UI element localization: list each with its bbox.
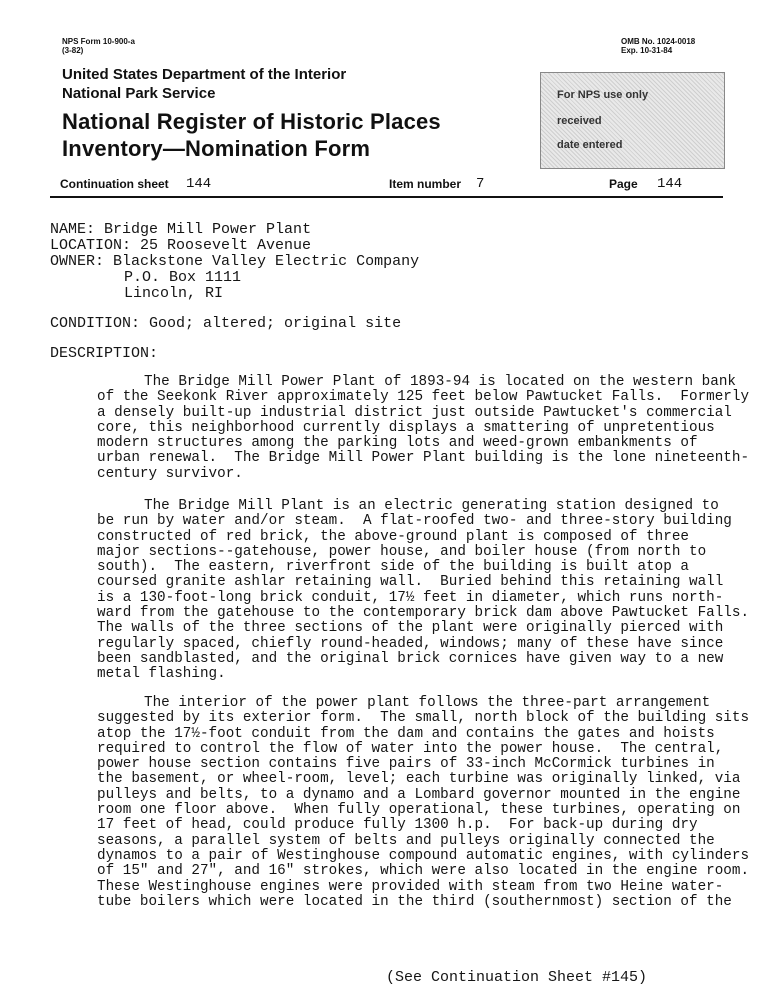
- name-field: [50, 221, 311, 238]
- header-rule: [50, 196, 723, 198]
- nps-date-entered-label: date entered: [557, 139, 623, 151]
- page-value: 144: [657, 176, 683, 192]
- name-label: NAME:: [50, 221, 96, 238]
- description-paragraph-2: The Bridge Mill Plant is an electric generating station designed to be run by water and/or steam. A flat-roofed two- and three-story building constructed of red brick, the above-ground plant is composed of three major sections--gatehouse, power house, and boiler house (from north to south). The eastern, riverfront side of the building is built atop a coursed granite ashlar retaining wall. Buried behind this retaining wall is a 130-foot-long brick conduit, 17½ feet in diameter, which runs north- ward from the gatehouse to the contemporary brick dam above Pawtucket Falls. The walls of the three sections of the plant were originally pierced with regularly spaced, chiefly round-headed, windows; many of these have since been sandblasted, and the original brick cornices have given way to a new metal flashing.: [97, 498, 750, 683]
- nps-use-label: For NPS use only: [557, 89, 649, 101]
- owner-line-2: P.O. Box 1111: [124, 269, 242, 286]
- item-number-label: Item number: [389, 177, 462, 191]
- department-name: United States Department of the Interior: [62, 66, 347, 83]
- location-field: [50, 237, 311, 254]
- form-number: NPS Form 10-900-a (3-82): [62, 37, 135, 55]
- condition-label: CONDITION:: [50, 315, 141, 332]
- omb-number: OMB No. 1024-0018 Exp. 10-31-84: [621, 37, 696, 55]
- continuation-note: (See Continuation Sheet #145): [386, 969, 648, 986]
- page-label: Page: [609, 177, 638, 191]
- owner-field: [50, 253, 419, 270]
- owner-line-3: Lincoln, RI: [124, 285, 224, 302]
- nps-use-only-box: [540, 72, 725, 169]
- name-value: Bridge Mill Power Plant: [104, 221, 312, 238]
- form-title: National Register of Historic Places Inventory—Nomination Form: [62, 109, 441, 161]
- item-number-value: 7: [476, 176, 485, 192]
- condition-value: Good; altered; original site: [149, 315, 402, 332]
- description-label: DESCRIPTION:: [50, 345, 159, 362]
- owner-label: OWNER:: [50, 253, 105, 270]
- description-paragraph-3: The interior of the power plant follows the three-part arrangement suggested by its exterior form. The small, north block of the building sits atop the 17½-foot conduit from the dam and contains the gates and hoists required to control the flow of water into the power house. The central, power house section contains five pairs of 33-inch McCormick turbines in the basement, or wheel-room, level; each turbine was originally linked, via pulleys and belts, to a dynamo and a Lombard governor mounted in the engine room one floor above. When fully operational, these turbines, operating on 17 feet of head, could produce fully 1300 h.p. For back-up during dry seasons, a parallel system of belts and pulleys originally connected the dynamos to a pair of Westinghouse compound automatic engines, with cylinders of 15" and 27", and 16" strokes, which were also located in the engine room. These Westinghouse engines were provided with steam from two Heine water- tube boilers which were located in the third (southernmost) section of the: [97, 695, 750, 910]
- continuation-sheet-value: 144: [186, 176, 212, 192]
- service-name: National Park Service: [62, 85, 216, 102]
- owner-line-1: Blackstone Valley Electric Company: [113, 253, 420, 270]
- continuation-sheet-label: Continuation sheet: [60, 177, 169, 191]
- nps-received-label: received: [557, 115, 602, 127]
- location-label: LOCATION:: [50, 237, 132, 254]
- condition-field: [50, 315, 401, 332]
- location-value: 25 Roosevelt Avenue: [140, 237, 312, 254]
- description-paragraph-1: The Bridge Mill Power Plant of 1893-94 is located on the western bank of the Seekonk River approximately 125 feet below Pawtucket Falls. Formerly a densely built-up industrial district just outside Pawtucket's commercial core, this neighborhood currently displays a smattering of unpretentious modern structures among the parking lots and weed-grown embankments of urban renewal. The Bridge Mill Power Plant building is the lone nineteenth- century survivor.: [97, 374, 750, 482]
